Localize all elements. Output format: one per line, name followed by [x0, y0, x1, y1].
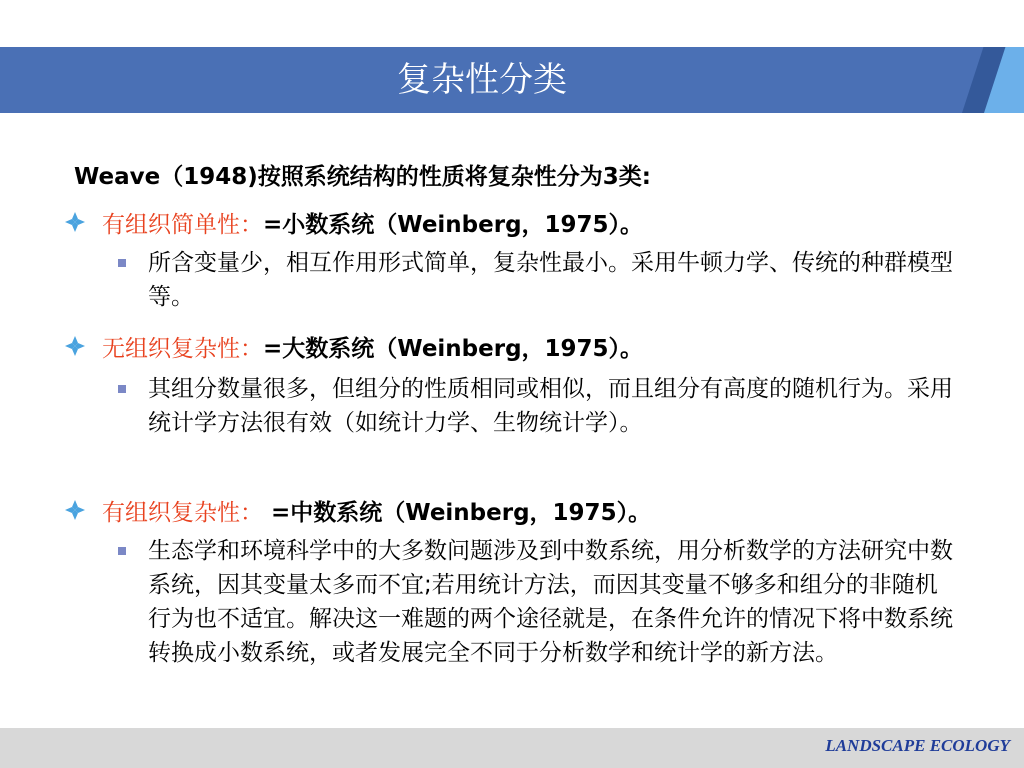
sub-bullet-text: 生态学和环境科学中的大多数问题涉及到中数系统，用分析数学的方法研究中数系统，因其变量太多而不宜;若用统计方法，而因其变量不够多和组分的非随机行为也不适宜。解决这一难题的两个途径就是，在条件允许的情况下将中数系统转换成小数系统，或者发展完全不同于分析数学和统计学的新方法。: [148, 538, 953, 666]
bullet-desc: =大数系统（Weinberg，1975）。: [263, 336, 644, 362]
diamond-bullet-icon: [64, 211, 86, 233]
bullet-desc: =小数系统（Weinberg，1975）。: [263, 212, 644, 238]
slide-title: 复杂性分类: [397, 60, 567, 100]
bullet-desc: =中数系统（Weinberg，1975）。: [263, 500, 652, 526]
bullet-label: 无组织复杂性：: [102, 336, 263, 362]
intro-text: Weave（1948)按照系统结构的性质将复杂性分为3类:: [74, 164, 651, 190]
square-bullet-icon: [118, 547, 126, 555]
bullet-label: 有组织简单性：: [102, 212, 263, 238]
sub-bullet-text: 其组分数量很多，但组分的性质相同或相似，而且组分有高度的随机行为。采用统计学方法很有效（如统计力学、生物统计学）。: [148, 376, 953, 436]
bullet-line: [102, 330, 643, 363]
bullet-line: [102, 206, 643, 239]
sub-bullet-text: 所含变量少，相互作用形式简单，复杂性最小。采用牛顿力学、传统的种群模型等。: [148, 250, 953, 310]
square-bullet-icon: [118, 259, 126, 267]
diamond-bullet-icon: [64, 335, 86, 357]
footer-text: LANDSCAPE ECOLOGY: [825, 736, 1010, 755]
diamond-bullet-icon: [64, 499, 86, 521]
bullet-label: 有组织复杂性：: [102, 500, 263, 526]
footer-bar: [0, 728, 1024, 768]
square-bullet-icon: [118, 385, 126, 393]
bullet-line: [102, 494, 651, 527]
title-bar: [0, 47, 1024, 113]
